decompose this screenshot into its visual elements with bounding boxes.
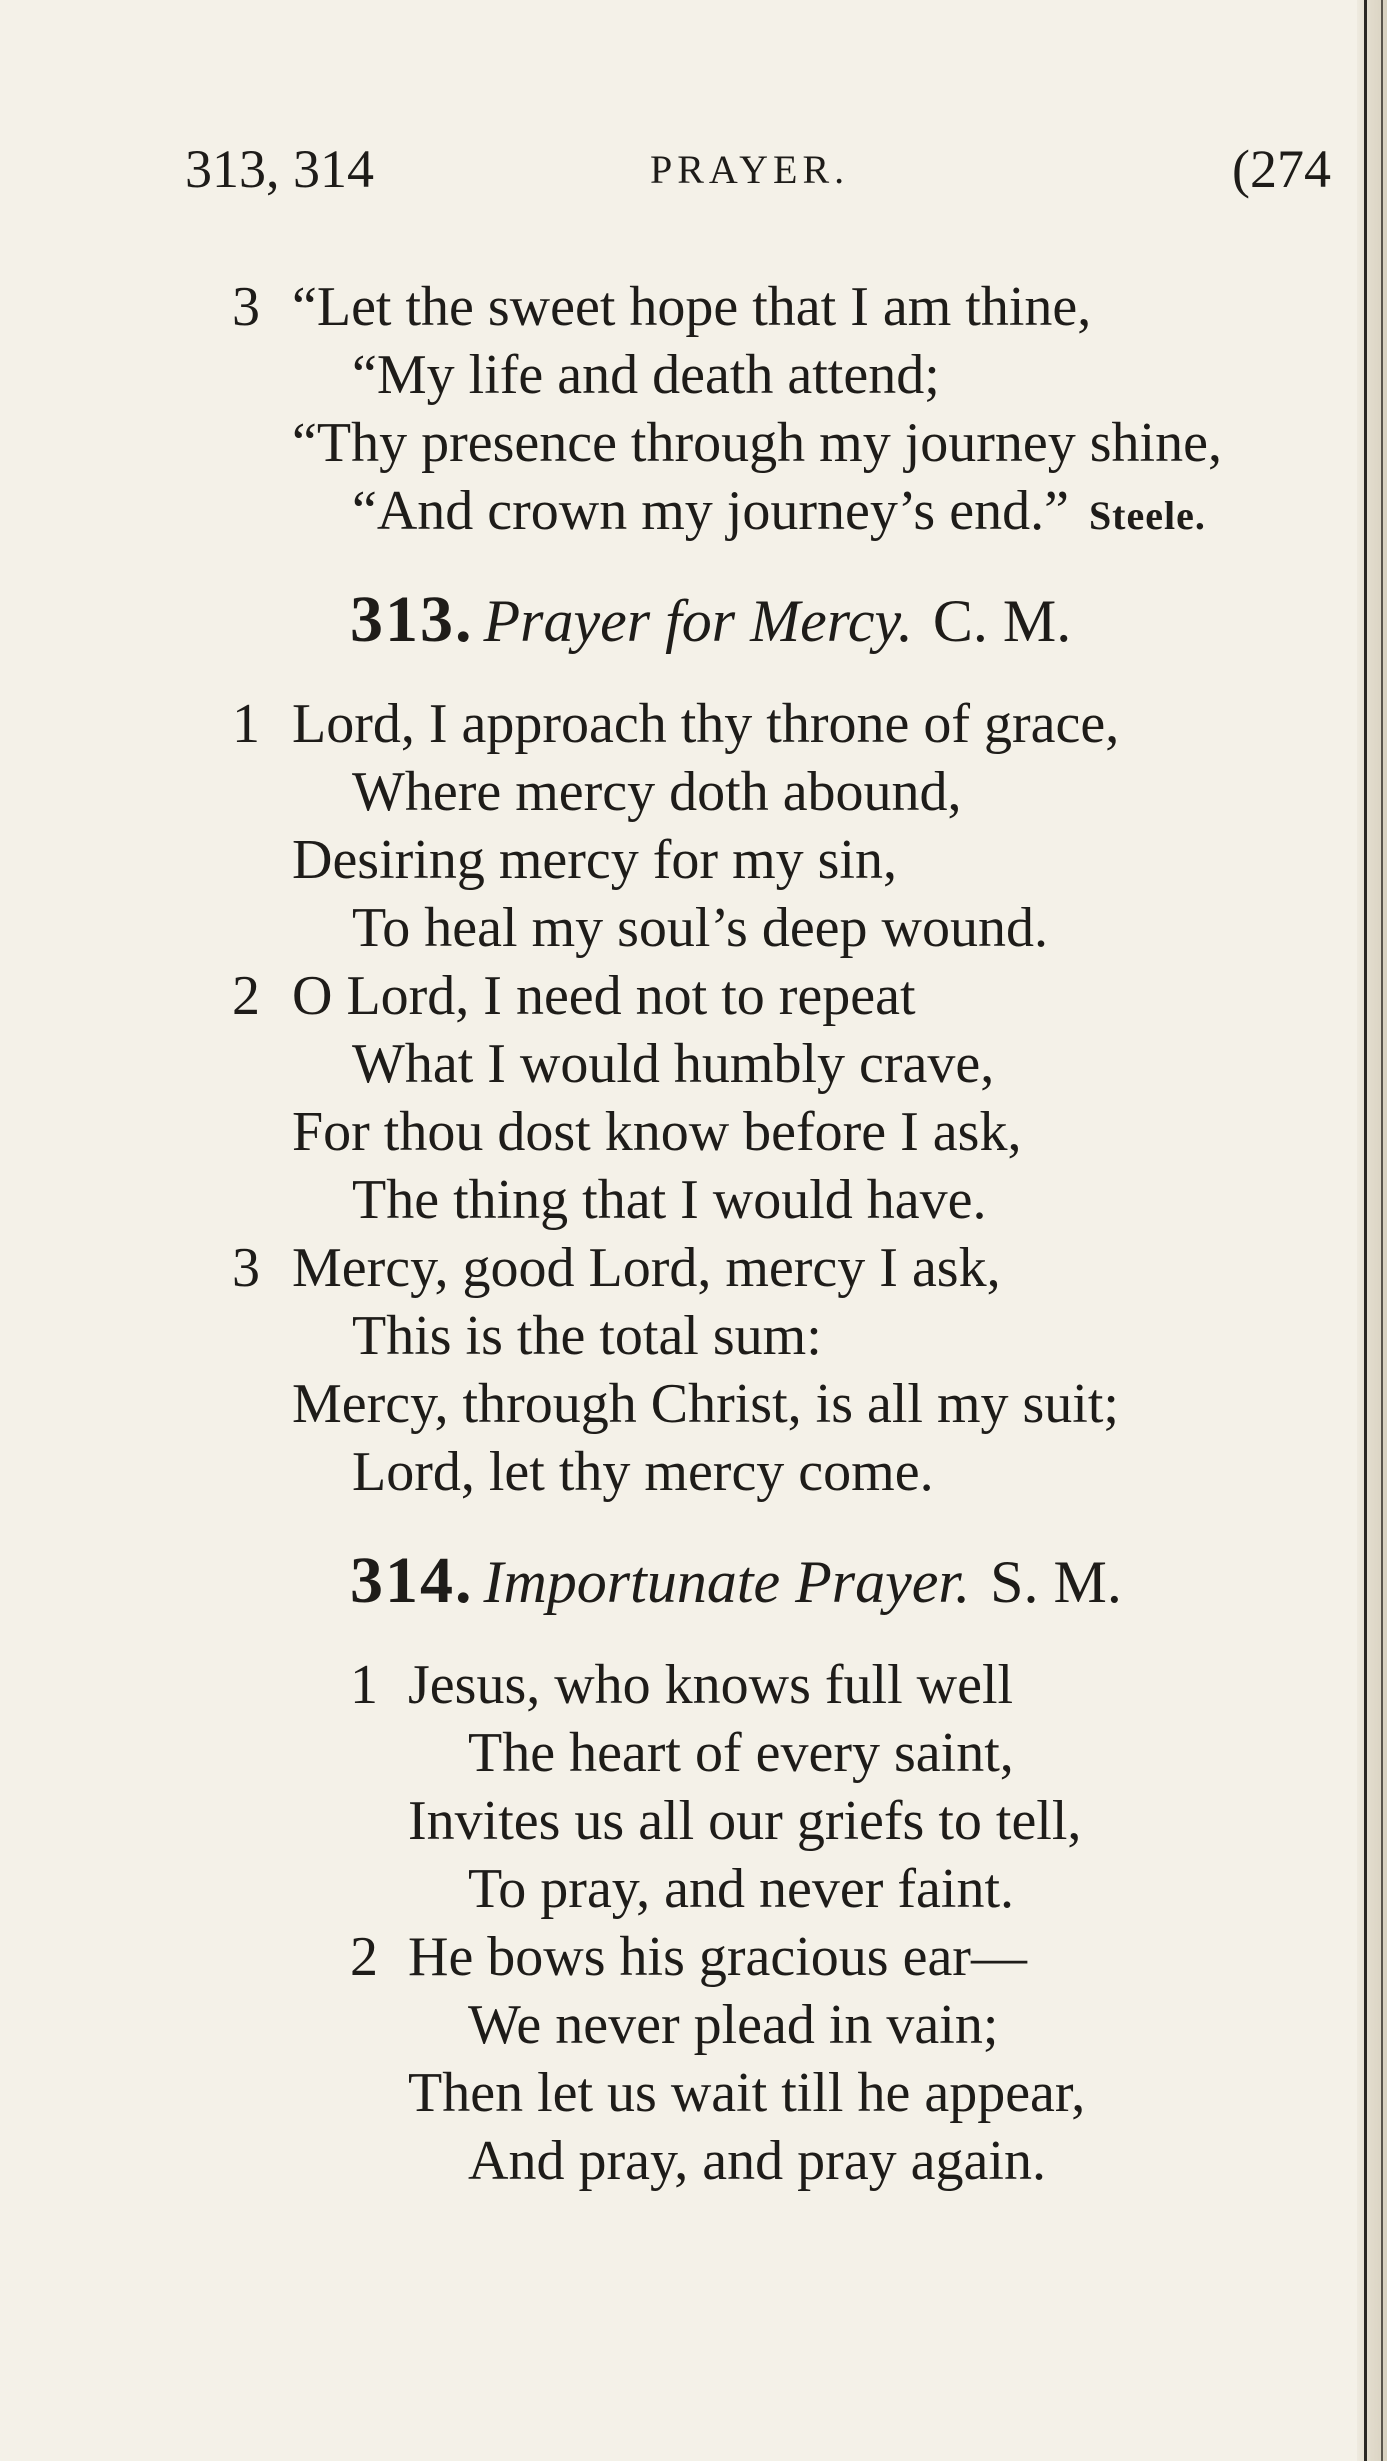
verse-line: Where mercy doth abound, [352,761,962,823]
verse-line: The thing that I would have. [352,1169,987,1231]
hymn-title: Importunate Prayer. [483,1549,971,1615]
verse-line: Invites us all our griefs to tell, [408,1790,1082,1852]
verse-line: Mercy, through Christ, is all my suit; [292,1373,1119,1435]
verse-line: Mercy, good Lord, mercy I ask, [292,1237,1001,1299]
page-edge-line [1364,0,1367,2461]
verse-line: “And crown my journey’s end.” [352,480,1069,542]
header-section-title: PRAYER. [650,147,850,192]
verse-line: “Thy presence through my journey shine, [292,412,1222,474]
verse-line: He bows his gracious ear— [408,1926,1027,1988]
verse-line-with-author [352,479,1206,548]
verse-number: 3 [232,276,260,338]
verse-line: For thou dost know before I ask, [292,1101,1022,1163]
hymn-meter: S. M. [990,1549,1122,1615]
verse-line: Lord, I approach thy throne of grace, [292,693,1120,755]
verse-number: 3 [232,1237,260,1299]
hymn-title: Prayer for Mercy. [483,588,913,654]
verse-line: “My life and death attend; [352,344,940,406]
hymn-meter: C. M. [932,588,1072,654]
hymn-number: 313. [350,583,474,656]
verse-number: 1 [350,1654,378,1716]
verse-line: To pray, and never faint. [468,1858,1014,1920]
verse-line: Lord, let thy mercy come. [352,1441,934,1503]
running-header [0,138,1387,208]
verse-line: “Let the sweet hope that I am thine, [292,276,1092,338]
header-hymn-numbers: 313, 314 [185,139,374,199]
header-page-number: (274 [1232,139,1331,199]
verse-line: The heart of every saint, [468,1722,1014,1784]
verse-line: Then let us wait till he appear, [408,2062,1086,2124]
hymn-314-heading [350,1546,1122,1617]
verse-number: 2 [232,965,260,1027]
verse-number: 1 [232,693,260,755]
verse-number: 2 [350,1926,378,1988]
hymn-author: Steele. [1088,493,1206,538]
hymn-number: 314. [350,1544,474,1617]
verse-line: What I would humbly crave, [352,1033,995,1095]
verse-line: O Lord, I need not to repeat [292,965,916,1027]
verse-line: We never plead in vain; [468,1994,999,2056]
hymn-313-heading [350,585,1071,656]
verse-line: This is the total sum: [352,1305,822,1367]
page-edge-line-outer [1381,0,1383,2461]
verse-line: Jesus, who knows full well [408,1654,1014,1716]
verse-line: To heal my soul’s deep wound. [352,897,1048,959]
verse-line: Desiring mercy for my sin, [292,829,897,891]
verse-line: And pray, and pray again. [468,2130,1046,2192]
